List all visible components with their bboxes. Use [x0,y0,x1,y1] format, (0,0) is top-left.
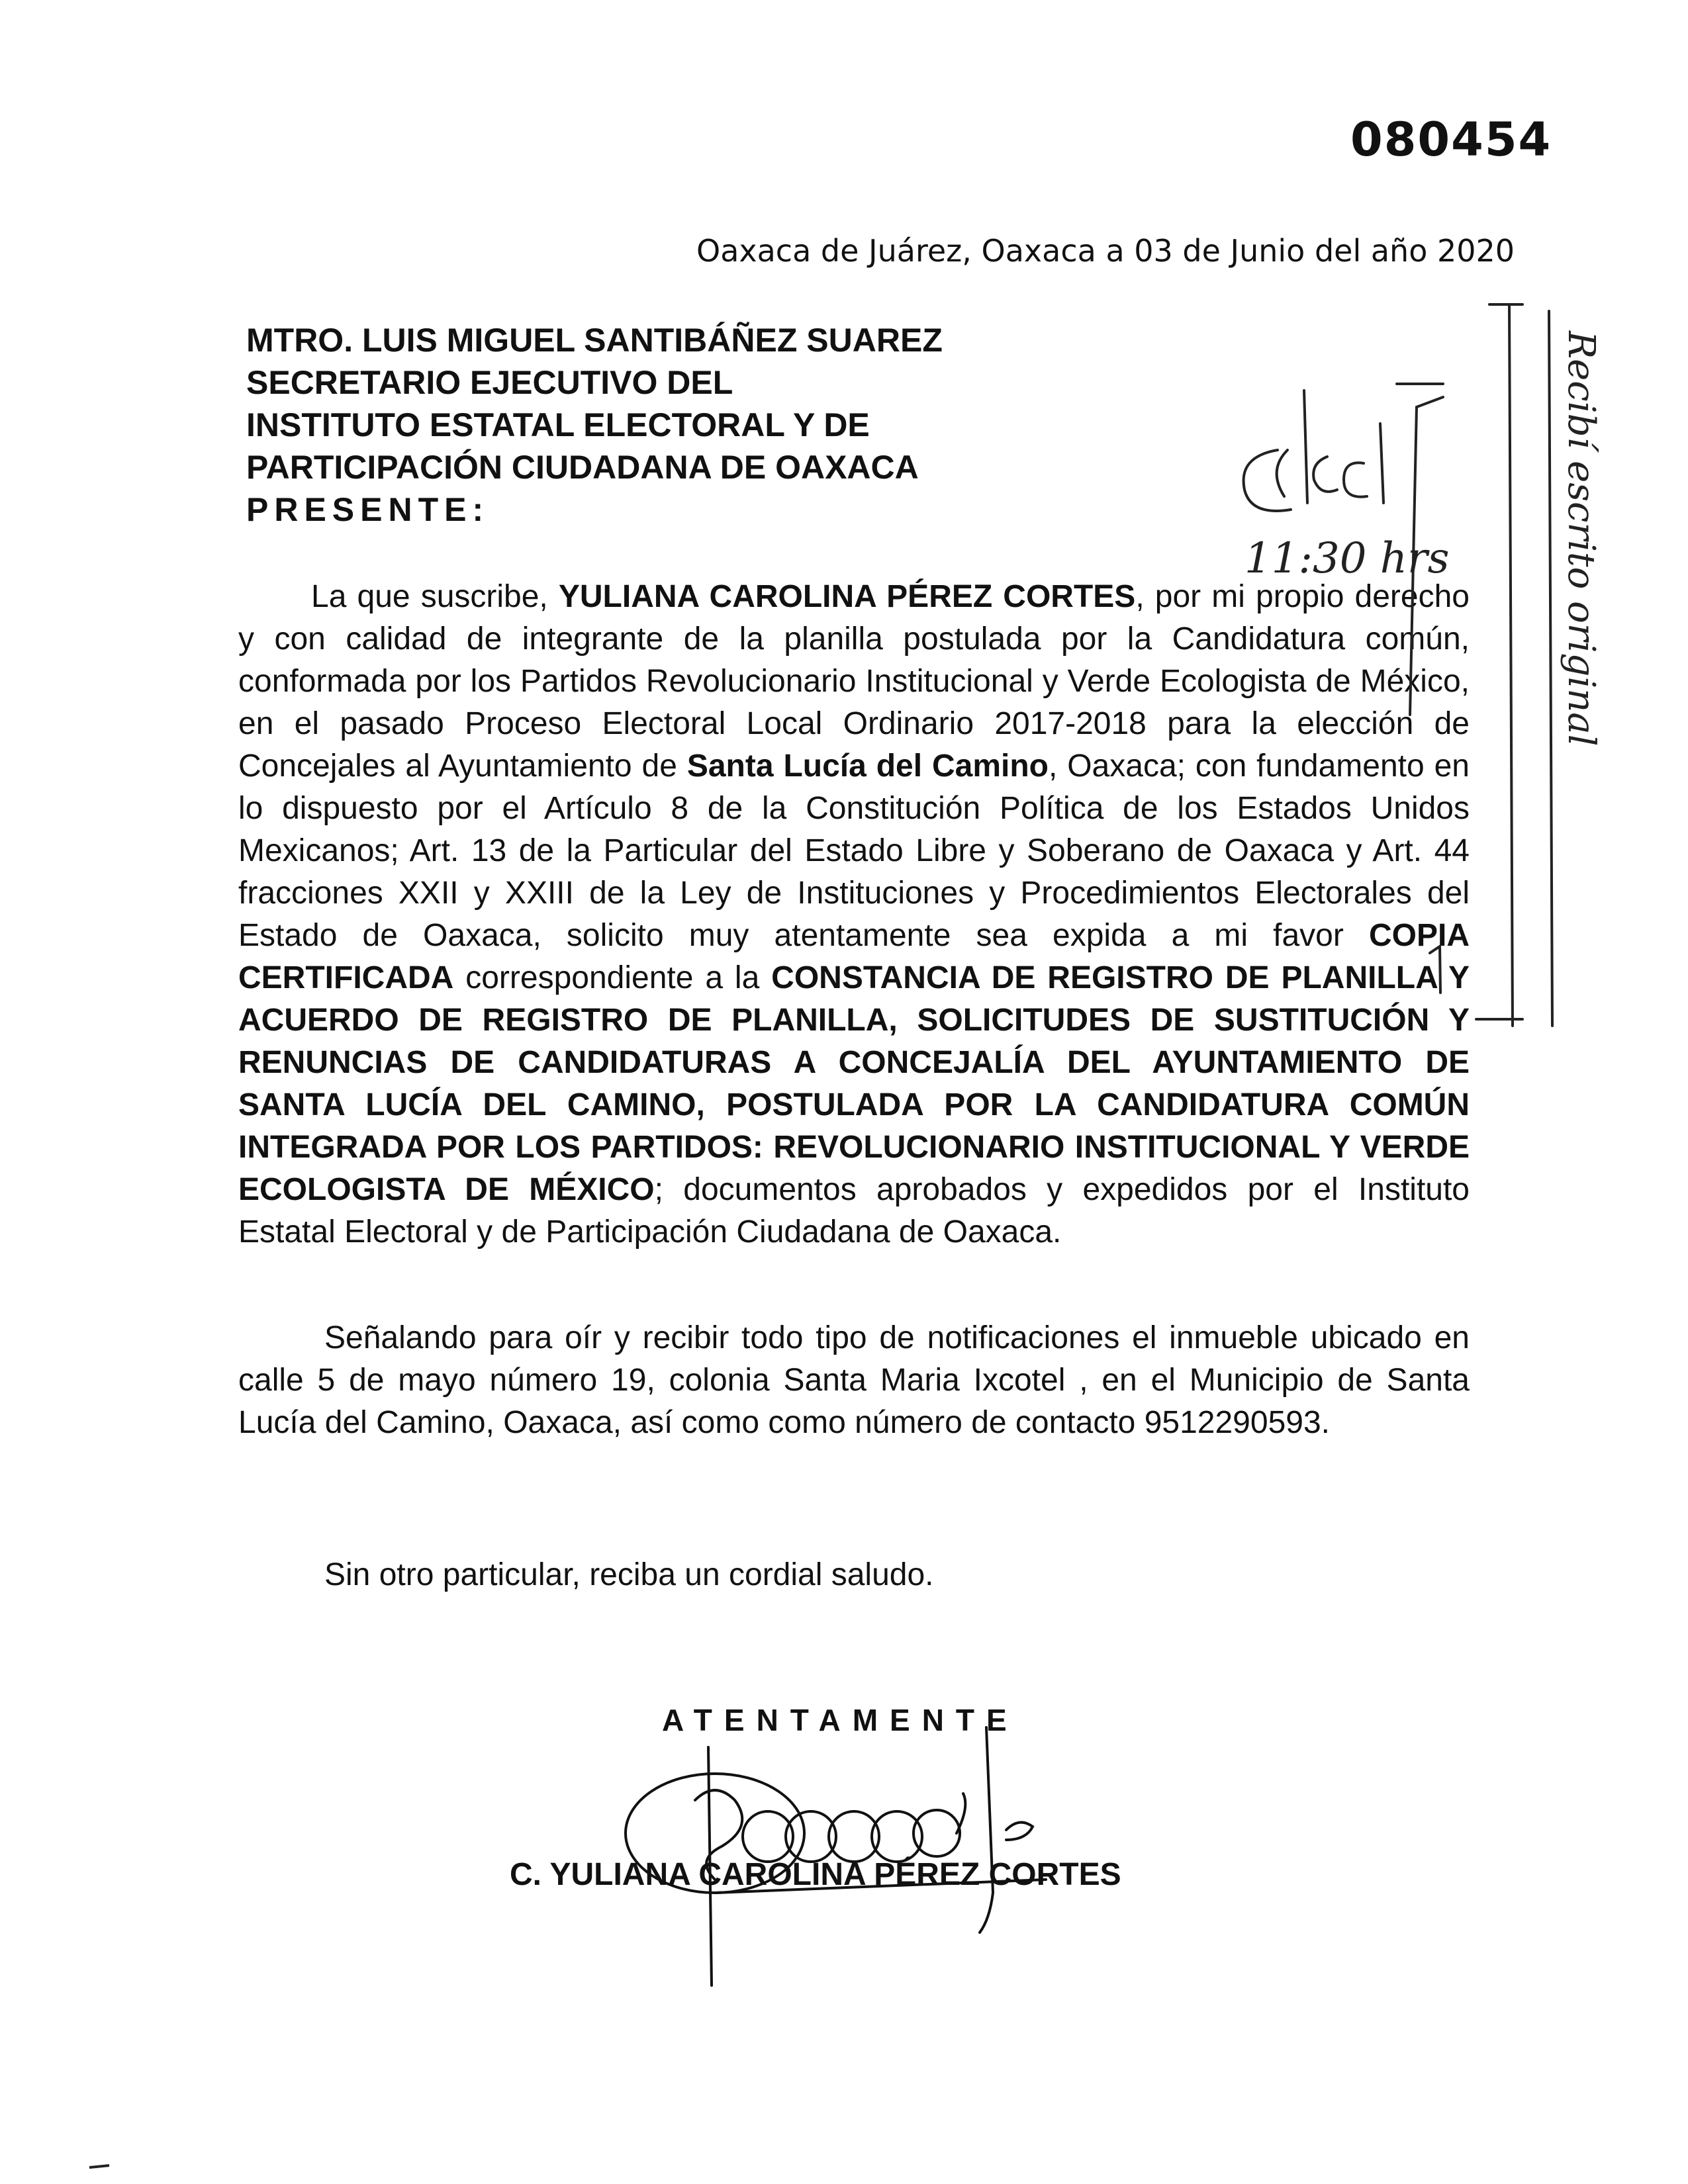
signer-name: C. YULIANA CAROLINA PÉREZ CORTES [510,1857,1121,1892]
folio-number: 080454 [1350,113,1552,167]
paragraph-text: La que suscribe, [311,579,559,614]
addressee-block [246,319,943,531]
municipality-name: Santa Lucía del Camino [686,749,1049,784]
scan-mark [86,2158,113,2177]
paragraph-text: , por mi propio derecho y con calidad de integrante de la planilla postulada por la Candidatura común, conformada por los Partidos Revolucionario Institucional y Verde Ecologista de México, en el pasado Proceso Electoral Local Ordinario 2017-2018 para la elección de Concejales al Ayuntamiento de [238,579,1470,784]
receipt-note: Recibí escrito original [1560,331,1603,747]
requester-name: YULIANA CAROLINA PÉREZ CORTES [558,579,1136,614]
certified-copy-label: COPIA CERTIFICADA [238,918,1470,995]
closing-line: Sin otro particular, reciba un cordial saludo. [324,1557,934,1592]
addressee-title: SECRETARIO EJECUTIVO DEL [246,364,733,401]
receipt-time: 11:30 hrs [1244,534,1450,583]
addressee-name: MTRO. LUIS MIGUEL SANTIBÁÑEZ SUAREZ [246,322,943,359]
paragraph-text: , Oaxaca; con fundamento en lo dispuesto por el Artículo 8 de la Constitución Política de los Estados Unidos Mexicanos; Art. 13 de la Particular del Estado Libre y Soberano de Oaxaca y Art. 44 fracciones XXII y XXIII de la Ley de Instituciones y Procedimientos Electorales del Estado de Oaxaca, solicito muy atentamente sea expida a mi favor [238,749,1470,953]
atentamente-label: ATENTAMENTE [662,1703,1019,1737]
notification-paragraph: Señalando para oír y recibir todo tipo de notificaciones el inmueble ubicado en calle 5 de mayo número 19, colonia Santa Maria Ixcotel , en el Municipio de Santa Lucía del Camino, Oaxaca, así como como número de contacto 9512290593. [238,1320,1470,1440]
receipt-stamp [1178,291,1628,1052]
addressee-institute: INSTITUTO ESTATAL ELECTORAL Y DE [246,406,870,443]
addressee-institute-2: PARTICIPACIÓN CIUDADANA DE OAXACA [246,449,919,486]
presente-label: PRESENTE: [246,491,490,528]
paragraph-text: correspondiente a la [453,960,772,995]
date-line: Oaxaca de Juárez, Oaxaca a 03 de Junio del año 2020 [696,233,1515,269]
paragraph-text: ; documentos aprobados y expedidos por el Instituto Estatal Electoral y de Participación Ciudadana de Oaxaca. [238,1172,1470,1250]
requested-documents: CONSTANCIA DE REGISTRO DE PLANILLA Y ACUERDO DE REGISTRO DE PLANILLA, SOLICITUDES DE SUSTITUCIÓN Y RENUNCIAS DE CANDIDATURAS A CONCEJALÍA DEL AYUNTAMIENTO DE SANTA LUCÍA DEL CAMINO, POSTULADA POR LA CANDIDATURA COMÚN INTEGRADA POR LOS PARTIDOS: REVOLUCIONARIO INSTITUCIONAL Y VERDE ECOLOGISTA DE MÉXICO [238,960,1470,1207]
